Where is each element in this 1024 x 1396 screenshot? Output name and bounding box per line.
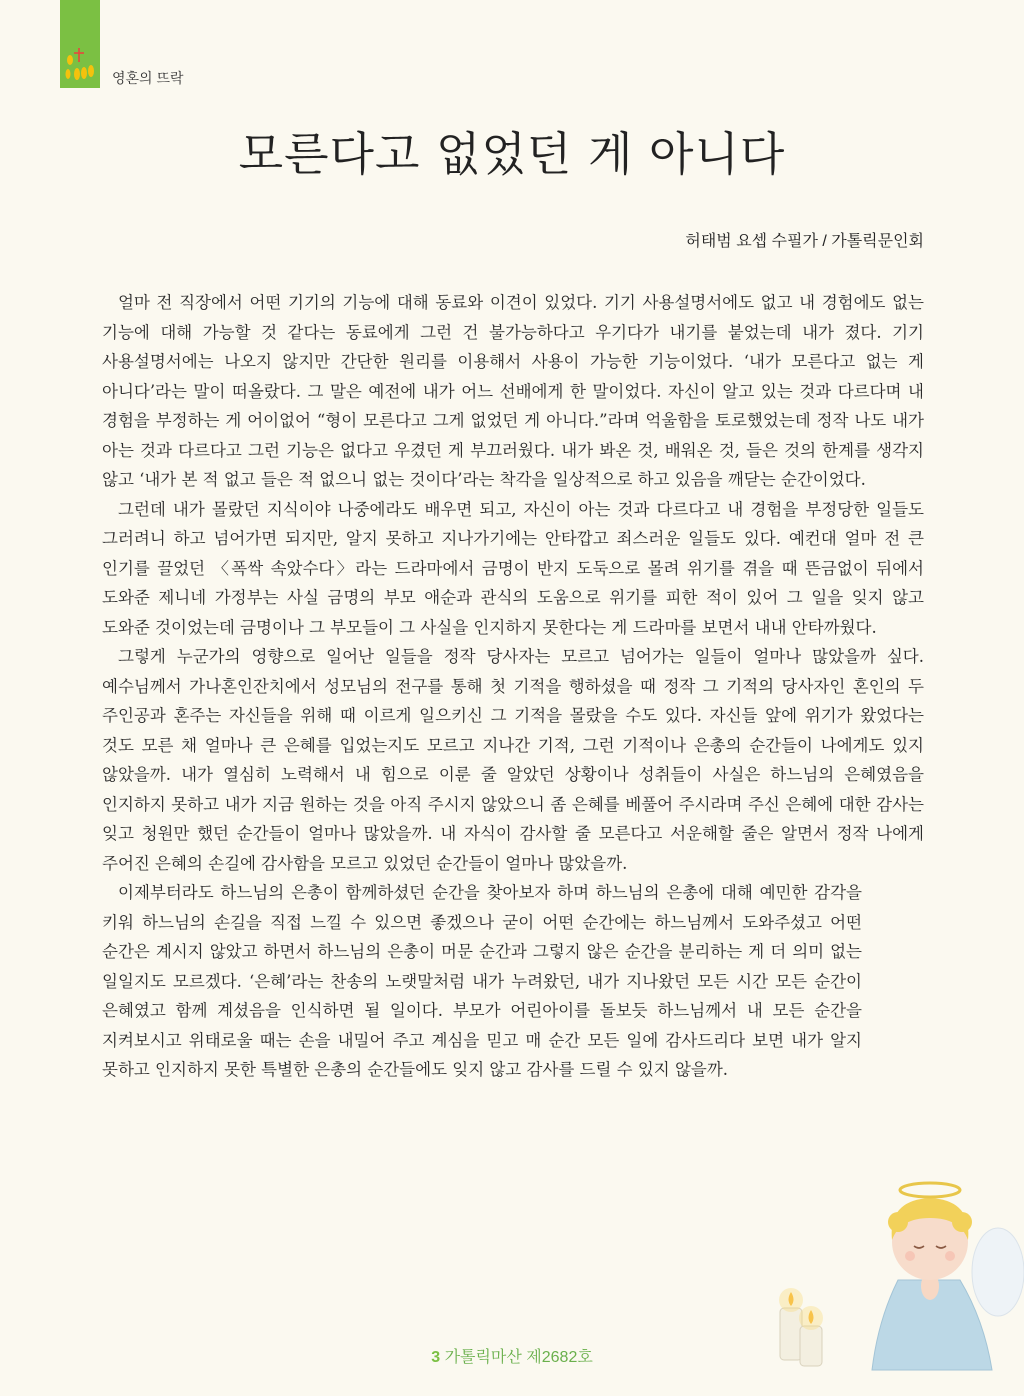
section-tab xyxy=(60,0,100,88)
page-number: 3 xyxy=(431,1349,441,1366)
paragraph: 얼마 전 직장에서 어떤 기기의 기능에 대해 동료와 이견이 있었다. 기기 사용설명서에도 없고 내 경험에도 없는 기능에 대해 가능할 것 같다는 동료에게 그런 건 불가능하다고 우기다가 내기를 붙었는데 내가 졌다. 기기 사용설명서에는 나오지 않지만 간단한 원리를 이용해서 사용이 가능한 기능이었다. ‘내가 모른다고 없는 게 아니다’라는 말이 떠올랐다. 그 말은 예전에 내가 어느 선배에게 한 말이었다. 자신이 알고 있는 것과 다르다며 내 경험을 부정하는 게 어이없어 “형이 모른다고 그게 없었던 게 아니다.”라며 억울함을 토로했었는데 정작 나도 내가 아는 것과 다르다고 그런 기능은 없다고 우겼던 게 부끄러웠다. 내가 봐온 것, 배워온 것, 들은 것의 한계를 생각지 않고 ‘내가 본 적 없고 들은 적 없으니 없는 것이다’라는 착각을 일상적으로 하고 있음을 깨닫는 순간이었다. xyxy=(102,293,924,489)
article-title: 모른다고 없었던 게 아니다 xyxy=(238,127,786,181)
section-label: 영혼의 뜨락 xyxy=(112,70,184,86)
cross-wheat-icon xyxy=(64,46,96,82)
publication-name: 가톨릭마산 제2682호 xyxy=(444,1349,593,1366)
paragraph: 이제부터라도 하느님의 은총이 함께하셨던 순간을 찾아보자 하며 하느님의 은총에 대해 예민한 감각을 키워 하느님의 손길을 직접 느낄 수 있으면 좋겠으나 굳이 어떤 순간에는 하느님께서 도와주셨고 어떤 순간은 계시지 않았고 하면서 하느님의 은총이 머문 순간과 그렇지 않은 순간을 분리하는 게 더 의미 없는 일일지도 모르겠다. ‘은혜’라는 찬송의 노랫말처럼 내가 누려왔던, 내가 지나왔던 모든 시간 모든 순간이 은혜였고 함께 계셨음을 인식하면 될 일이다. 부모가 어린아이를 돌보듯 하느님께서 내 모든 순간을 지켜보시고 위태로울 때는 손을 내밀어 주고 계심을 믿고 매 순간 모든 일에 감사드리다 보면 내가 알지 못하고 인지하지 못한 특별한 은총의 순간들에도 잊지 않고 감사를 드릴 수 있지 않을까. xyxy=(102,883,862,1079)
paragraph: 그런데 내가 몰랐던 지식이야 나중에라도 배우면 되고, 자신이 아는 것과 다르다고 내 경험을 부정당한 일들도 그러려니 하고 넘어가면 되지만, 알지 못하고 지나가기에는 안타깝고 죄스러운 일들도 있다. 예컨대 얼마 전 큰 인기를 끌었던 〈폭싹 속았수다〉라는 드라마에서 금명이 반지 도둑으로 몰려 위기를 겪을 때 뜬금없이 뒤에서 도와준 제니네 가정부는 사실 금명의 부모 애순과 관식의 도움으로 위기를 피한 적이 있어 그 일을 잊지 않고 도와준 것이었는데 금명이나 그 부모들이 그 사실을 인지하지 못한다는 게 드라마를 보면서 내내 안타까웠다. xyxy=(102,499,924,637)
article-body xyxy=(102,288,924,1085)
page-footer xyxy=(0,1344,1024,1367)
article-author: 허태범 요셉 수필가 / 가톨릭문인회 xyxy=(685,233,924,250)
paragraph: 그렇게 누군가의 영향으로 일어난 일들을 정작 당사자는 모르고 넘어가는 일들이 얼마나 많았을까 싶다. 예수님께서 가나혼인잔치에서 성모님의 전구를 통해 첫 기적을 행하셨을 때 정작 그 기적의 당사자인 혼인의 두 주인공과 혼주는 자신들을 위해 때 이르게 일으키신 그 기적을 몰랐을 수도 있다. 자신들 앞에 위기가 왔었다는 것도 모른 채 얼마나 큰 은혜를 입었는지도 모르고 지나간 기적, 그런 기적이나 은총의 순간들이 나에게도 있지 않았을까. 내가 열심히 노력해서 내 힘으로 이룬 줄 알았던 상황이나 성취들이 사실은 하느님의 은혜였음을 인지하지 못하고 내가 지금 원하는 것을 아직 주시지 않았으니 좀 은혜를 베풀어 주시라며 주신 은혜에 대한 감사는 잊고 청원만 했던 순간들이 얼마나 많았을까. 내 자식이 감사할 줄 모른다고 서운해할 줄은 알면서 정작 나에게 주어진 은혜의 손길에 감사함을 모르고 있었던 순간들이 얼마나 많았을까. xyxy=(102,647,924,873)
